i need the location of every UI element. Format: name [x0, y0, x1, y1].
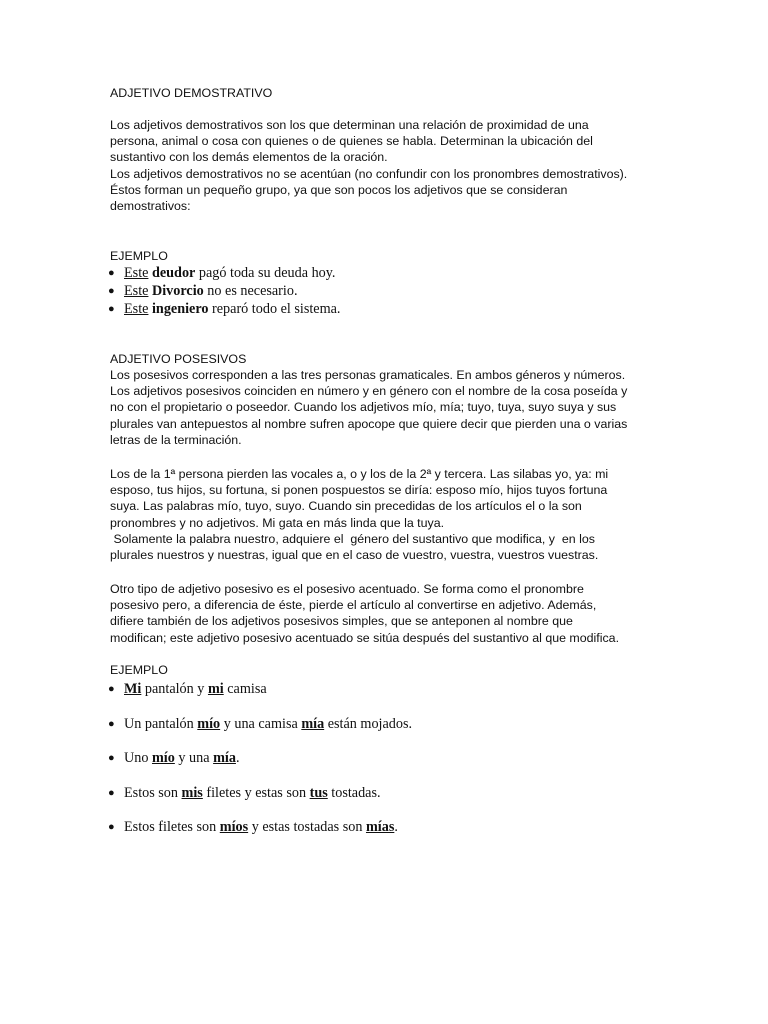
bullet-icon: ● [108, 683, 115, 695]
list-item [106, 784, 381, 802]
sentence-fragment: Estos filetes son [124, 819, 220, 835]
paragraph-line: esposo, tus hijos, su fortuna, si ponen pospuestos se diría: esposo mío, hijos tuyos fortuna [110, 483, 608, 498]
sentence-fragment: camisa [223, 681, 267, 697]
paragraph-line: Los adjetivos posesivos coinciden en número y en género con el nombre de la cosa poseída y [110, 384, 628, 399]
list-item [106, 749, 239, 767]
sentence-fragment: filetes y estas son [202, 784, 310, 801]
example-heading: EJEMPLO [110, 663, 168, 677]
sentence-fragment: están mojados. [324, 715, 413, 732]
list-item [106, 680, 267, 698]
bullet-icon: ● [108, 717, 115, 730]
possessive-word: mis [181, 784, 203, 801]
possessive-word: mía [301, 715, 325, 732]
example-list-demostrativo [106, 264, 666, 318]
example-heading: EJEMPLO [110, 249, 168, 263]
sentence-fragment: tostadas. [327, 784, 381, 801]
paragraph-line: Los adjetivos demostrativos no se acentúan (no confundir con los pronombres demostrativos). [110, 166, 628, 181]
list-item [106, 300, 666, 318]
possessive-word: mío [197, 715, 221, 732]
list-item [106, 818, 398, 836]
bullet-icon: ● [108, 303, 115, 315]
paragraph-line: persona, animal o cosa con quienes o de quienes se habla. Determinan la ubicación del [110, 134, 593, 149]
sentence-rest: no es necesario. [207, 283, 298, 299]
sentence-fragment: y estas tostadas son [248, 819, 366, 835]
paragraph-line: letras de la terminación. [110, 432, 242, 447]
sentence-rest: reparó todo el sistema. [212, 301, 341, 317]
demonstrative-word: Este [124, 301, 149, 317]
paragraph-line: pronombres y no adjetivos. Mi gata en más linda que la tuya. [110, 515, 445, 530]
paragraph-line: difiere también de los adjetivos posesivos simples, que se anteponen al nombre que [110, 614, 573, 629]
possessive-word: mi [207, 681, 224, 697]
demonstrative-word: Este [124, 265, 149, 281]
sentence-fragment: Uno [124, 750, 152, 766]
sentence-fragment: . [394, 819, 398, 835]
paragraph-line: plurales van antepuestos al nombre sufren apocope que quiere decir que pierden una o varias [110, 416, 628, 431]
list-item [106, 264, 666, 282]
paragraph-line: demostrativos: [110, 199, 191, 214]
demonstrative-word: Este [124, 283, 149, 299]
paragraph-line: Los adjetivos demostrativos son los que determinan una relación de proximidad de una [110, 118, 589, 132]
section-heading-posesivos: ADJETIVO POSESIVOS [110, 352, 247, 366]
possessive-word: mía [213, 750, 236, 766]
paragraph-posesivos-2 [110, 466, 670, 563]
paragraph-line: sustantivo con los demás elementos de la oración. [110, 150, 388, 165]
paragraph-demostrativo [110, 117, 670, 214]
paragraph-line: no con el propietario o poseedor. Cuando los adjetivos mío, mía; tuyo, tuya, suyo suya y sus [110, 400, 617, 415]
paragraph-line: Los posesivos corresponden a las tres personas gramaticales. En ambos géneros y números. [110, 368, 626, 382]
sentence-fragment: Estos son [124, 784, 182, 801]
paragraph-line: Solamente la palabra nuestro, adquiere el género del sustantivo que modifica, y en los [110, 531, 595, 546]
paragraph-line: Los de la 1ª persona pierden las vocales a, o y los de la 2ª y tercera. Las silabas yo, ya: mi [110, 467, 609, 481]
sentence-fragment: y una [174, 750, 214, 766]
possessive-word: míos [219, 819, 249, 835]
bullet-icon: ● [108, 752, 115, 764]
paragraph-line: plurales nuestros y nuestras, igual que en el caso de vuestro, vuestra, vuestros vuestras. [110, 548, 599, 563]
paragraph-line: Éstos forman un pequeño grupo, ya que son pocos los adjetivos que se consideran [110, 182, 568, 197]
bullet-icon: ● [108, 786, 115, 799]
bullet-icon: ● [108, 267, 115, 279]
bullet-icon: ● [108, 821, 115, 833]
sentence-fragment: . [235, 750, 240, 766]
sentence-fragment: pantalón y [141, 681, 208, 697]
paragraph-posesivos-1 [110, 367, 670, 448]
paragraph-posesivos-3 [110, 581, 670, 646]
sentence-fragment: Un pantalón [124, 715, 198, 732]
noun-word: Divorcio [151, 283, 204, 299]
noun-word: ingeniero [151, 301, 209, 317]
paragraph-line: posesivo pero, a diferencia de éste, pierde el artículo al convertirse en adjetivo. Además, [110, 598, 597, 613]
noun-word: deudor [151, 265, 196, 281]
paragraph-line: Otro tipo de adjetivo posesivo es el posesivo acentuado. Se forma como el pronombre [110, 582, 584, 596]
possessive-word: Mi [124, 681, 142, 697]
possessive-word: tus [309, 784, 328, 801]
list-item [106, 715, 412, 733]
possessive-word: mío [151, 750, 175, 766]
paragraph-line: modifican; este adjetivo posesivo acentuado se sitúa después del sustantivo al que modifica. [110, 630, 620, 645]
list-item [106, 282, 666, 300]
possessive-word: mías [365, 819, 395, 835]
bullet-icon: ● [108, 285, 115, 297]
sentence-rest: pagó toda su deuda hoy. [198, 265, 336, 281]
section-heading-demostrativo: ADJETIVO DEMOSTRATIVO [110, 86, 273, 100]
sentence-fragment: y una camisa [220, 715, 302, 732]
paragraph-line: suya. Las palabras mío, tuyo, suyo. Cuando sin precedidas de los artículos el o la son [110, 499, 582, 514]
